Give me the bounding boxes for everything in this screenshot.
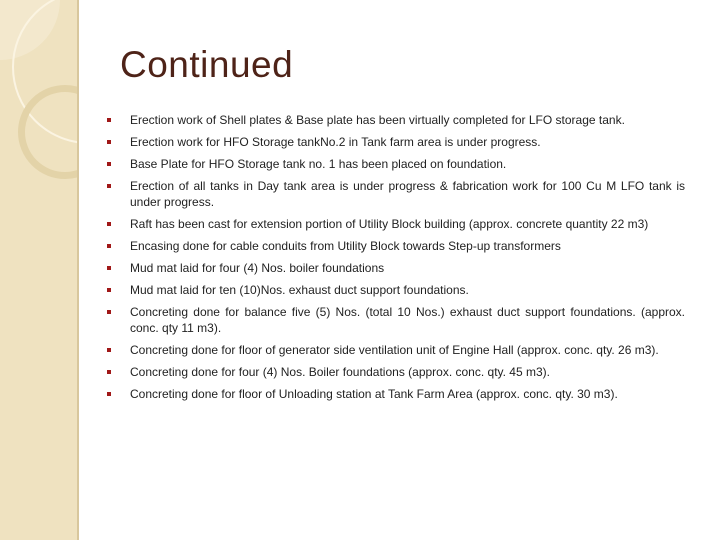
bullet-icon (107, 370, 111, 374)
bullet-item (107, 364, 685, 380)
bullet-icon (107, 348, 111, 352)
bullet-item (107, 238, 685, 254)
bullet-icon (107, 266, 111, 270)
slide-title: Continued (120, 44, 294, 85)
bullet-text: Erection work of Shell plates & Base plate has been virtually completed for LFO storage tank. (130, 113, 625, 127)
bullet-text: Concreting done for floor of Unloading station at Tank Farm Area (approx. conc. qty. 30 m3). (130, 387, 618, 401)
bullet-icon (107, 288, 111, 292)
bullet-item (107, 134, 685, 150)
bullet-item (107, 156, 685, 172)
bullet-text: Base Plate for HFO Storage tank no. 1 has been placed on foundation. (130, 157, 507, 171)
bullet-item (107, 112, 685, 128)
bullet-icon (107, 222, 111, 226)
bullet-icon (107, 244, 111, 248)
decorative-sidebar (0, 0, 79, 540)
bullet-text: Mud mat laid for four (4) Nos. boiler foundations (130, 261, 385, 275)
bullet-text: Concreting done for floor of generator side ventilation unit of Engine Hall (approx. conc. qty. 26 m3). (130, 343, 659, 357)
bullet-item (107, 216, 685, 232)
bullet-icon (107, 184, 111, 188)
bullet-text: Concreting done for four (4) Nos. Boiler foundations (approx. conc. qty. 45 m3). (130, 365, 550, 379)
bullet-icon (107, 118, 111, 122)
bullet-text: Erection of all tanks in Day tank area is under progress & fabrication work for 100 Cu M LFO tank is under progress. (130, 179, 685, 209)
bullet-text: Encasing done for cable conduits from Utility Block towards Step-up transformers (130, 239, 561, 253)
bullet-text: Mud mat laid for ten (10)Nos. exhaust duct support foundations. (130, 283, 469, 297)
bullet-icon (107, 162, 111, 166)
bullet-text: Raft has been cast for extension portion of Utility Block building (approx. concrete quantity 22 m3) (130, 217, 649, 231)
bullet-item (107, 178, 685, 210)
bullet-item (107, 342, 685, 358)
bullet-list (107, 112, 685, 408)
bullet-text: Erection work for HFO Storage tankNo.2 in Tank farm area is under progress. (130, 135, 541, 149)
bullet-text: Concreting done for balance five (5) Nos. (total 10 Nos.) exhaust duct support foundations. (approx. conc. qty 11 m3). (130, 305, 685, 335)
bullet-item (107, 304, 685, 336)
bullet-icon (107, 392, 111, 396)
bullet-item (107, 386, 685, 402)
bullet-icon (107, 310, 111, 314)
bullet-icon (107, 140, 111, 144)
bullet-item (107, 260, 685, 276)
bullet-item (107, 282, 685, 298)
